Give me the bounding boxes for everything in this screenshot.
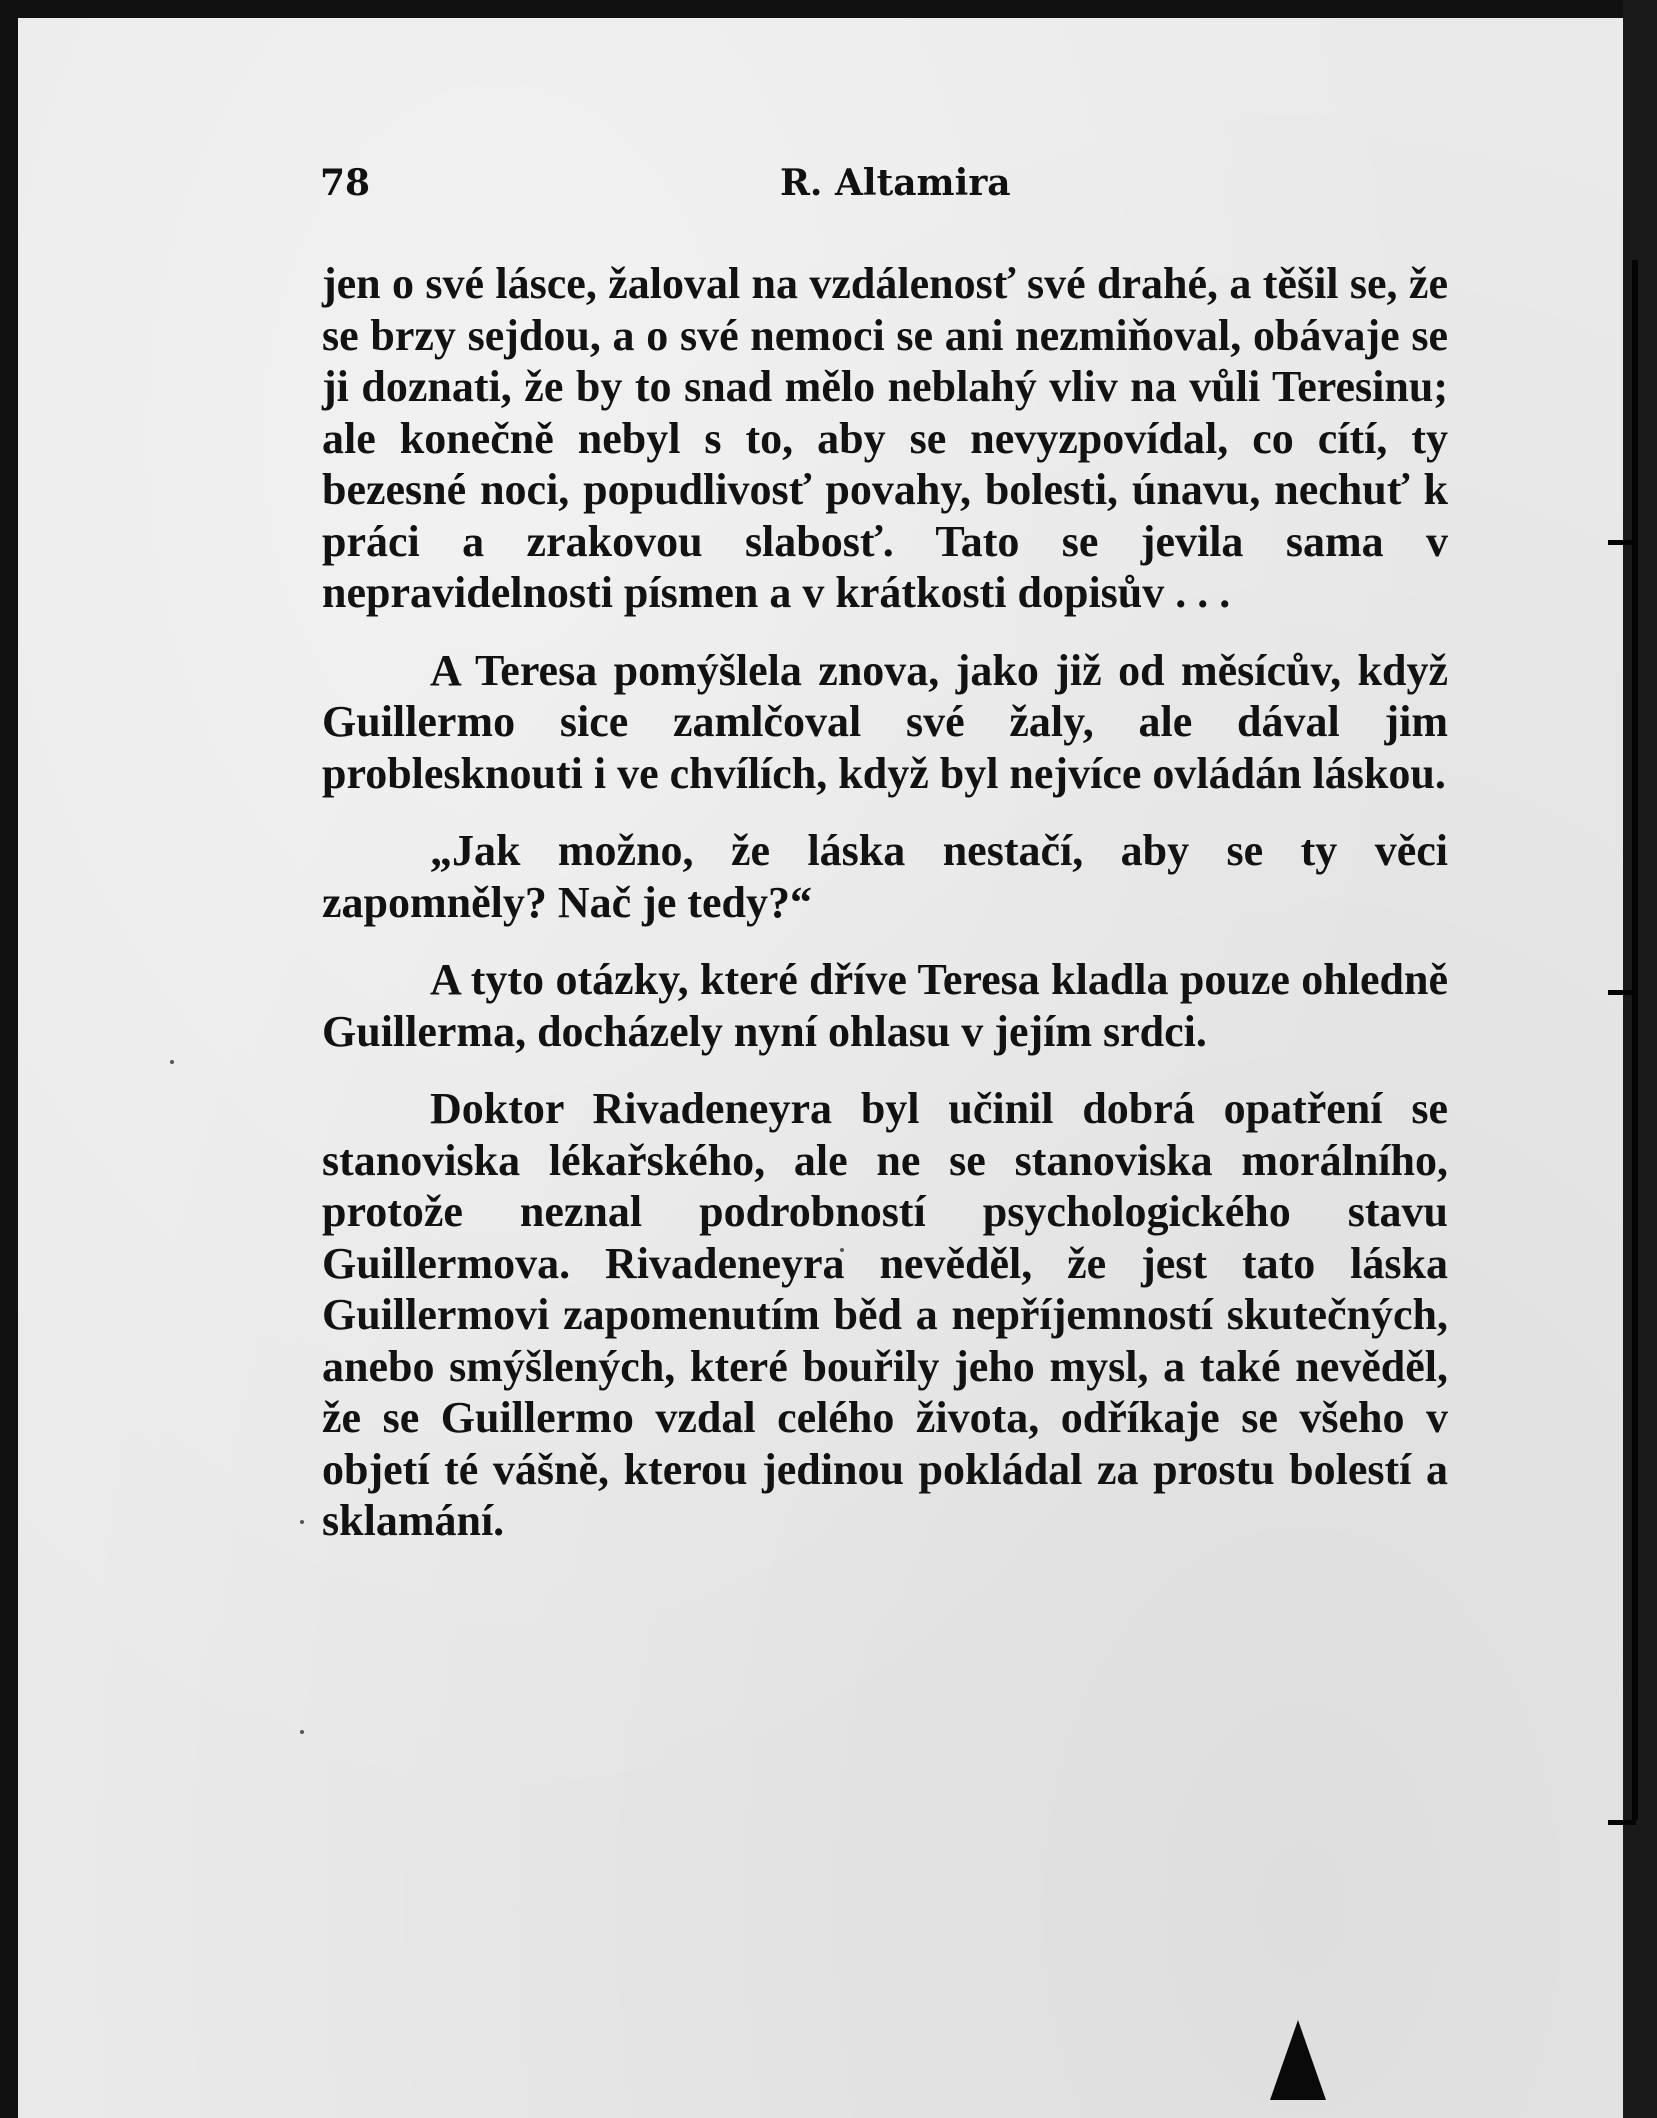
binding-edge-tick: [1608, 1820, 1636, 1825]
running-head: R. Altamira: [780, 162, 1011, 204]
page-number: 78: [320, 162, 371, 204]
body-text: [322, 258, 1448, 1573]
paragraph: jen o své lásce, žaloval na vzdálenosť své drahé, a těšil se, že se brzy sejdou, a o své nemoci se ani nezmiňoval, obávaje se ji doznati, že by to snad mělo neblahý vliv na vůli Teresinu; ale konečně nebyl s to, aby se nevyzpovídal, co cítí, ty bezesné noci, popudlivosť povahy, bolesti, únavu, nechuť k práci a zrakovou slabosť. Tato se jevila sama v nepravidelnosti písmen a v krátkosti dopisův . . .: [322, 259, 1448, 617]
binding-edge-tick: [1608, 990, 1636, 995]
page-edge-shadow: [1623, 0, 1657, 2118]
binding-edge-tick: [1608, 540, 1636, 545]
corner-dark-mark: [1270, 2020, 1326, 2100]
scan-speck: [170, 1060, 174, 1064]
scan-speck: [300, 1520, 304, 1524]
paragraph: „Jak možno, že láska nestačí, aby se ty věci zapomněly? Nač je tedy?“: [322, 826, 1448, 927]
paragraph: Doktor Rivadeneyra byl učinil dobrá opatření se stanoviska lékařského, ale ne se stanoviska morálního, protože neznal podrobností psychologického stavu Guillermova. Rivadeneyra nevěděl, že jest tato láska Guillermovi zapomenutím běd a nepříjemností skutečných, anebo smýšlených, které bouřily jeho mysl, a také nevěděl, že se Guillermo vzdal celého života, odříkaje se všeho v objetí té vášně, kterou jedinou pokládal za prostu bolestí a sklamání.: [322, 1084, 1448, 1545]
scan-speck: [300, 1730, 304, 1734]
page-header: [320, 162, 1450, 212]
paragraph: A Teresa pomýšlela znova, jako již od měsícův, když Guillermo sice zamlčoval své žaly, ale dával jim problesknouti i ve chvílích, když byl nejvíce ovládán láskou.: [322, 645, 1448, 798]
paragraph: A tyto otázky, které dříve Teresa kladla pouze ohledně Guillerma, docházely nyní ohlasu v jejím srdci.: [322, 955, 1448, 1056]
binding-edge-line: [1632, 260, 1638, 1820]
